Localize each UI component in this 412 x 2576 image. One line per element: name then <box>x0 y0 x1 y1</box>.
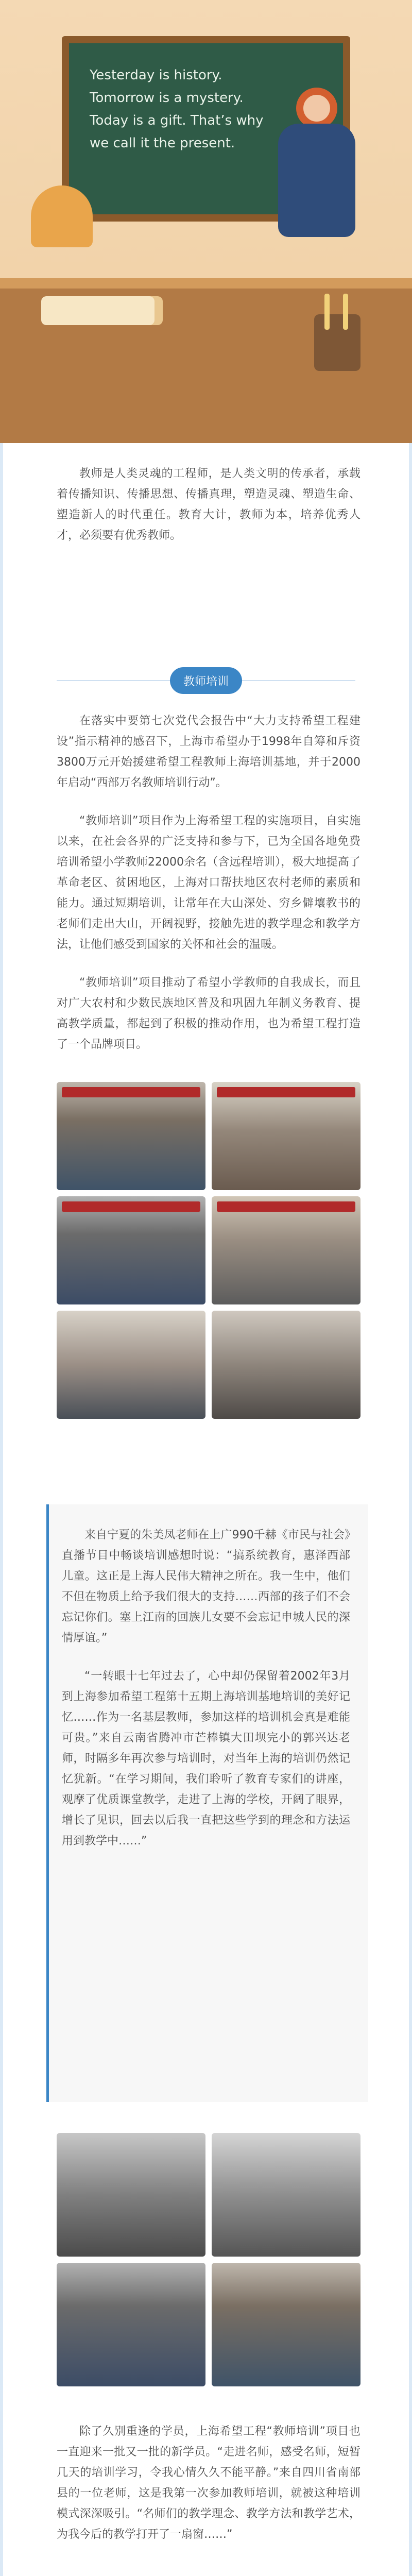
closing-section <box>57 2421 360 2563</box>
books-icon <box>41 296 154 325</box>
photo-class-1 <box>57 2133 205 2257</box>
training-paragraph-1: 在落实中要第七次党代会报告中“大力支持希望工程建设”指示精神的感召下，上海市希望办于1998年自筹和斥资3800万元开始援建希望工程教师上海培训基地，并于2000年启动“西部万名教师培训行动”。 <box>57 715 360 789</box>
training-section <box>57 711 360 1073</box>
photo-class-2 <box>212 2133 360 2257</box>
teacher-head <box>296 88 337 129</box>
photo-group-4 <box>212 1196 360 1304</box>
hero-illustration <box>0 0 412 443</box>
photo-group-3 <box>57 1196 205 1304</box>
photo-grid-1 <box>57 1082 360 1419</box>
chalkboard-text: Yesterday is history. Tomorrow is a mystery. Today is a gift. That’s why we call it the present. <box>90 67 264 151</box>
photo-banner <box>62 1087 200 1097</box>
training-paragraph-3: “教师培训”项目推动了希望小学教师的自我成长，而且对广大农村和少数民族地区普及和巩固九年制义务教育、提高教学质量，都起到了积极的推动作用，也为希望工程打造了一个品牌项目。 <box>57 976 360 1051</box>
testimonial-section <box>62 1525 350 1869</box>
pencil-cup-icon <box>314 314 360 371</box>
teacher-body <box>278 124 355 237</box>
photo-banner <box>217 1201 355 1212</box>
photo-group-2 <box>212 1082 360 1190</box>
section-tag: 教师培训 <box>170 667 242 694</box>
photo-group-1 <box>57 1082 205 1190</box>
photo-grid-2 <box>57 2133 360 2386</box>
closing-paragraph: 除了久别重逢的学员，上海希望工程“教师培训”项目也一直迎来一批又一批的新学员。“走进名师，感受名师，短暂几天的培训学习，令我心情久久不能平静。”来自四川省南部县的一位老师，这是我第一次参加教师培训，就被这种培训模式深深吸引。“名师们的教学理念、教学方法和教学艺术，为我今后的教学打开了一扇窗……” <box>57 2425 360 2541</box>
training-paragraph-2: “教师培训”项目作为上海希望工程的实施项目，自实施以来，在社会各界的广泛支持和参与下，已为全国各地免费培训希望小学教师22000余名（含远程培训），极大地提高了革命老区、贫困地区，上海对口帮扶地区农村老师的素质和能力。通过短期培训，让常年在大山深处、穷乡僻壤教书的老师们走出大山，开阔视野，接触先进的教学理念和教学方法，让他们感受到国家的关怀和社会的温暖。 <box>57 815 360 951</box>
photo-group-5 <box>57 1311 205 1419</box>
intro-section <box>57 464 360 564</box>
testimonial-paragraph-2: “一转眼十七年过去了，心中却仍保留着2002年3月到上海参加希望工程第十五期上海培训基地培训的美好记忆……作为一名基层教师，参加这样的培训机会真是难能可贵。”来自云南省腾冲市芒棒镇大田坝完小的郭兴达老师，时隔多年再次参与培训时，对当年上海的培训仍然记忆犹新。“在学习期间，我们聆听了教育专家们的讲座，观摩了优质课堂教学，走进了上海的学校，开阔了眼界，增长了见识，回去以后我一直把这些学到的理念和方法运用到教学中……” <box>62 1670 350 1848</box>
testimonial-paragraph-1: 来自宁夏的朱美凤老师在上广990千赫《市民与社会》直播节目中畅谈培训感想时说：“搞系统教育，惠泽西部儿童。这正是上海人民伟大精神之所在。我一生中，他们不但在物质上给予我们很大的支持……西部的孩子们不会忘记你们。塞上江南的回族儿女要不会忘记申城人民的深情厚谊。” <box>62 1529 350 1645</box>
intro-paragraph: 教师是人类灵魂的工程师，是人类文明的传承者，承载着传播知识、传播思想、传播真理，塑造灵魂、塑造生命、塑造新人的时代重任。教育大计，教师为本，培养优秀人才，必须要有优秀教师。 <box>57 467 360 542</box>
photo-banner <box>217 1087 355 1097</box>
lamp-icon <box>31 185 93 247</box>
photo-class-4 <box>212 2263 360 2386</box>
teacher-figure <box>268 88 366 289</box>
photo-banner <box>62 1201 200 1212</box>
photo-class-3 <box>57 2263 205 2386</box>
photo-group-6 <box>212 1311 360 1419</box>
